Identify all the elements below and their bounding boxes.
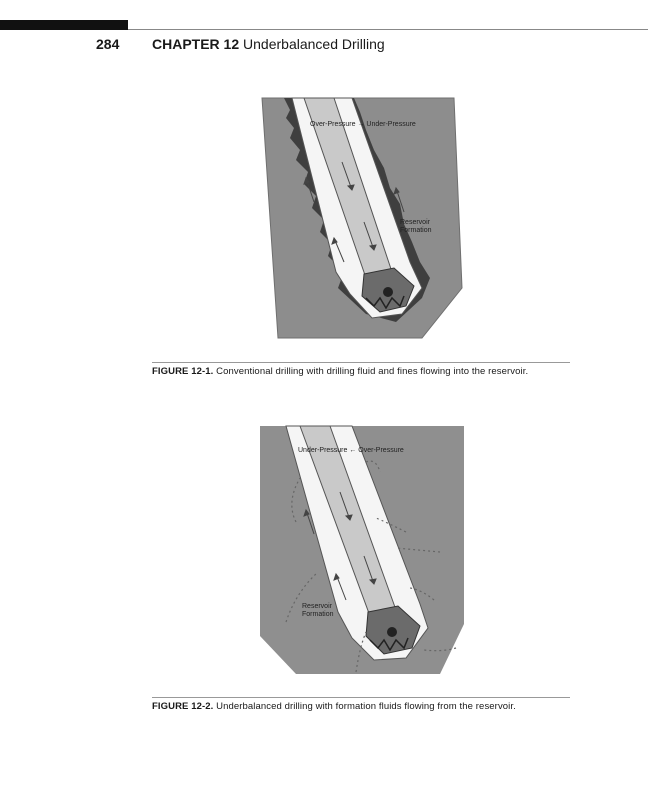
figure-12-2 — [256, 422, 466, 678]
zone-label-line2: Formation — [302, 611, 334, 618]
chapter-title: Underbalanced Drilling — [243, 36, 385, 52]
zone-label-line1: Reservoir — [302, 603, 332, 610]
caption-text: Conventional drilling with drilling fluid and fines flowing into the reservoir. — [216, 366, 529, 377]
zone-label-line2: Formation — [400, 227, 432, 234]
caption-rule — [152, 697, 570, 698]
figure-caption — [152, 366, 528, 377]
figure-caption — [152, 701, 516, 712]
pressure-label: Under-Pressure ← Over-Pressure — [298, 447, 404, 454]
chapter-label: CHAPTER 12 — [152, 36, 240, 52]
caption-rule — [152, 362, 570, 363]
figure-12-1 — [254, 92, 464, 344]
caption-text: Underbalanced drilling with formation fluids flowing from the reservoir. — [216, 701, 516, 712]
pressure-label: Over-Pressure → Under-Pressure — [310, 121, 416, 128]
figure-12-2-illustration — [256, 422, 466, 678]
running-header — [0, 36, 648, 54]
header-bar — [0, 20, 128, 30]
caption-label: FIGURE 12-2. — [152, 701, 214, 712]
figure-12-1-illustration — [254, 92, 464, 344]
page-number: 284 — [96, 36, 120, 52]
header-rule — [128, 29, 648, 30]
caption-label: FIGURE 12-1. — [152, 366, 214, 377]
zone-label-line1: Reservoir — [400, 219, 430, 226]
chapter-heading — [152, 36, 385, 52]
